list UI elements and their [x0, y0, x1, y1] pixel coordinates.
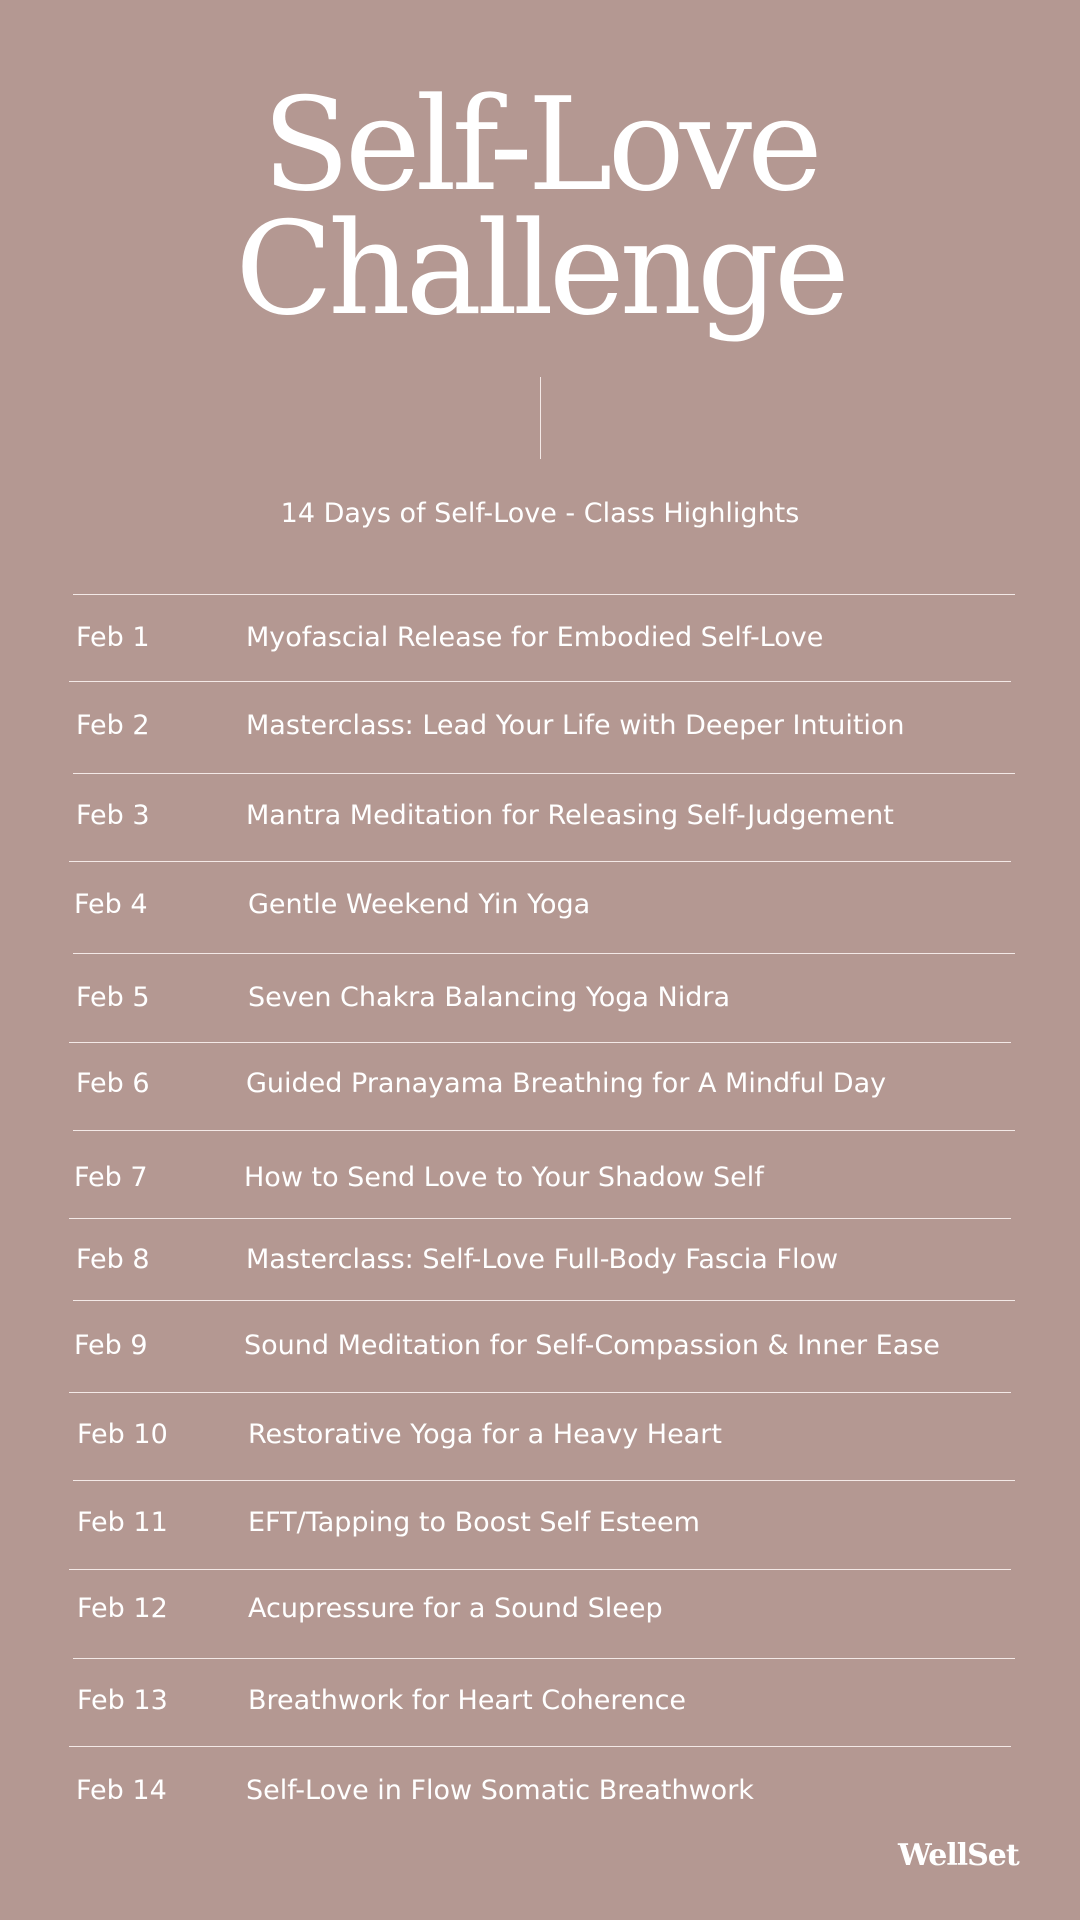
schedule-date: Feb 4: [74, 889, 148, 920]
schedule-class-title: Masterclass: Lead Your Life with Deeper Intuition: [246, 710, 905, 741]
schedule-class-title: How to Send Love to Your Shadow Self: [244, 1162, 764, 1193]
schedule-class-title: Breathwork for Heart Coherence: [248, 1685, 687, 1716]
row-divider: [73, 1130, 1015, 1131]
row-divider: [73, 1480, 1015, 1481]
schedule-date: Feb 9: [74, 1330, 148, 1361]
schedule-date: Feb 12: [77, 1593, 168, 1624]
row-divider: [73, 1658, 1015, 1659]
schedule-class-title: Masterclass: Self-Love Full-Body Fascia Flow: [246, 1244, 839, 1275]
row-divider: [73, 773, 1015, 774]
schedule-date: Feb 1: [76, 622, 150, 653]
title-line-2: Challenge: [235, 195, 845, 344]
schedule-date: Feb 11: [77, 1507, 168, 1538]
row-divider: [73, 953, 1015, 954]
schedule-class-title: Gentle Weekend Yin Yoga: [248, 889, 591, 920]
schedule-date: Feb 8: [76, 1244, 150, 1275]
schedule-class-title: Mantra Meditation for Releasing Self-Judgement: [246, 800, 894, 831]
schedule-date: Feb 6: [76, 1068, 150, 1099]
schedule-class-title: Restorative Yoga for a Heavy Heart: [248, 1419, 722, 1450]
schedule-date: Feb 3: [76, 800, 150, 831]
schedule-class-title: Acupressure for a Sound Sleep: [248, 1593, 663, 1624]
schedule-class-title: Myofascial Release for Embodied Self-Love: [246, 622, 824, 653]
schedule-class-title: Self-Love in Flow Somatic Breathwork: [246, 1775, 754, 1806]
subtitle: 14 Days of Self-Love - Class Highlights: [280, 498, 800, 529]
row-divider: [69, 861, 1011, 862]
schedule-date: Feb 5: [76, 982, 150, 1013]
schedule-date: Feb 7: [74, 1162, 148, 1193]
title-line-1: Self-Love: [262, 71, 818, 220]
schedule-class-title: Sound Meditation for Self-Compassion & Inner Ease: [244, 1330, 940, 1361]
row-divider: [69, 1218, 1011, 1219]
schedule-class-title: Seven Chakra Balancing Yoga Nidra: [248, 982, 730, 1013]
row-divider: [73, 1300, 1015, 1301]
schedule-class-title: Guided Pranayama Breathing for A Mindful Day: [246, 1068, 887, 1099]
row-divider: [69, 1392, 1011, 1393]
row-divider: [69, 681, 1011, 682]
row-divider: [69, 1746, 1011, 1747]
wellset-logo: WellSet: [898, 1838, 1019, 1873]
schedule-class-title: EFT/Tapping to Boost Self Esteem: [248, 1507, 700, 1538]
schedule-date: Feb 13: [77, 1685, 168, 1716]
schedule-date: Feb 2: [76, 710, 150, 741]
row-divider: [69, 1569, 1011, 1570]
schedule-date: Feb 14: [76, 1775, 167, 1806]
schedule-date: Feb 10: [77, 1419, 168, 1450]
divider-vertical: [540, 377, 541, 459]
row-divider: [73, 594, 1015, 595]
row-divider: [69, 1042, 1011, 1043]
